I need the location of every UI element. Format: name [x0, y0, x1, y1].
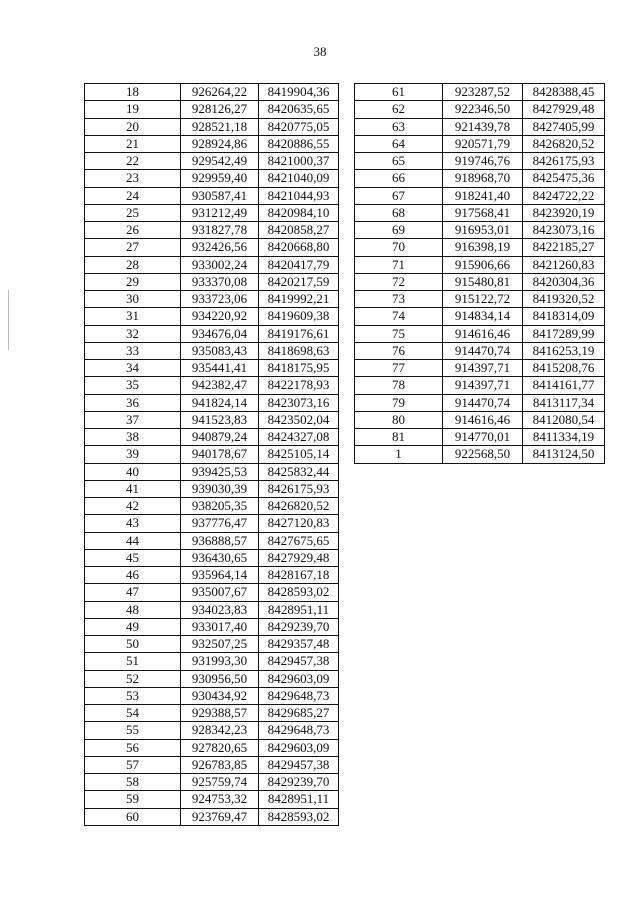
table-row: [355, 273, 605, 290]
point-number-cell: 51: [85, 653, 181, 670]
y-coordinate-cell: 8429685,27: [259, 705, 339, 722]
y-coordinate-cell: 8412080,54: [523, 411, 605, 428]
y-coordinate-cell: 8420217,59: [259, 273, 339, 290]
y-coordinate-cell: 8413117,34: [523, 394, 605, 411]
x-coordinate-cell: 914616,46: [443, 411, 523, 428]
y-coordinate-cell: 8418175,95: [259, 360, 339, 377]
table-row: [355, 342, 605, 359]
y-coordinate-cell: 8420858,27: [259, 222, 339, 239]
point-number-cell: 44: [85, 532, 181, 549]
x-coordinate-cell: 938205,35: [181, 498, 259, 515]
x-coordinate-cell: 931827,78: [181, 222, 259, 239]
x-coordinate-cell: 919746,76: [443, 153, 523, 170]
y-coordinate-cell: 8422178,93: [259, 377, 339, 394]
y-coordinate-cell: 8414161,77: [523, 377, 605, 394]
x-coordinate-cell: 930434,92: [181, 687, 259, 704]
y-coordinate-cell: 8429357,48: [259, 636, 339, 653]
x-coordinate-cell: 936430,65: [181, 549, 259, 566]
y-coordinate-cell: 8427120,83: [259, 515, 339, 532]
table-row: [85, 653, 339, 670]
table-row: [355, 101, 605, 118]
x-coordinate-cell: 926264,22: [181, 84, 259, 101]
point-number-cell: 74: [355, 308, 443, 325]
table-row: [355, 187, 605, 204]
point-number-cell: 39: [85, 446, 181, 463]
x-coordinate-cell: 915906,66: [443, 256, 523, 273]
y-coordinate-cell: 8421040,09: [259, 170, 339, 187]
table-row: [85, 239, 339, 256]
x-coordinate-cell: 941523,83: [181, 411, 259, 428]
y-coordinate-cell: 8427929,48: [259, 549, 339, 566]
table-row: [355, 239, 605, 256]
point-number-cell: 40: [85, 463, 181, 480]
x-coordinate-cell: 921439,78: [443, 118, 523, 135]
table-row: [85, 256, 339, 273]
y-coordinate-cell: 8428951,11: [259, 601, 339, 618]
y-coordinate-cell: 8429603,09: [259, 670, 339, 687]
table-row: [355, 308, 605, 325]
x-coordinate-cell: 914470,74: [443, 394, 523, 411]
point-number-cell: 78: [355, 377, 443, 394]
x-coordinate-cell: 930587,41: [181, 187, 259, 204]
table-row: [355, 291, 605, 308]
point-number-cell: 50: [85, 636, 181, 653]
point-number-cell: 41: [85, 480, 181, 497]
y-coordinate-cell: 8428593,02: [259, 584, 339, 601]
table-row: [85, 705, 339, 722]
y-coordinate-cell: 8425105,14: [259, 446, 339, 463]
point-number-cell: 46: [85, 567, 181, 584]
x-coordinate-cell: 929542,49: [181, 153, 259, 170]
table-row: [355, 446, 605, 463]
point-number-cell: 61: [355, 84, 443, 101]
table-row: [85, 687, 339, 704]
x-coordinate-cell: 923287,52: [443, 84, 523, 101]
table-row: [85, 549, 339, 566]
x-coordinate-cell: 932507,25: [181, 636, 259, 653]
table-row: [355, 360, 605, 377]
x-coordinate-cell: 935007,67: [181, 584, 259, 601]
y-coordinate-cell: 8422185,27: [523, 239, 605, 256]
point-number-cell: 54: [85, 705, 181, 722]
y-coordinate-cell: 8427929,48: [523, 101, 605, 118]
x-coordinate-cell: 934023,83: [181, 601, 259, 618]
y-coordinate-cell: 8417289,99: [523, 325, 605, 342]
table-row: [355, 411, 605, 428]
y-coordinate-cell: 8425832,44: [259, 463, 339, 480]
point-number-cell: 29: [85, 273, 181, 290]
point-number-cell: 63: [355, 118, 443, 135]
point-number-cell: 72: [355, 273, 443, 290]
y-coordinate-cell: 8420304,36: [523, 273, 605, 290]
point-number-cell: 81: [355, 429, 443, 446]
table-row: [355, 118, 605, 135]
x-coordinate-cell: 930956,50: [181, 670, 259, 687]
point-number-cell: 58: [85, 774, 181, 791]
y-coordinate-cell: 8421000,37: [259, 153, 339, 170]
y-coordinate-cell: 8420886,55: [259, 135, 339, 152]
x-coordinate-cell: 914397,71: [443, 377, 523, 394]
point-number-cell: 31: [85, 308, 181, 325]
x-coordinate-cell: 915122,72: [443, 291, 523, 308]
point-number-cell: 66: [355, 170, 443, 187]
table-row: [85, 463, 339, 480]
point-number-cell: 34: [85, 360, 181, 377]
y-coordinate-cell: 8423502,04: [259, 411, 339, 428]
x-coordinate-cell: 922346,50: [443, 101, 523, 118]
table-row: [85, 377, 339, 394]
point-number-cell: 35: [85, 377, 181, 394]
x-coordinate-cell: 933370,08: [181, 273, 259, 290]
point-number-cell: 21: [85, 135, 181, 152]
x-coordinate-cell: 914397,71: [443, 360, 523, 377]
x-coordinate-cell: 928924,86: [181, 135, 259, 152]
point-number-cell: 65: [355, 153, 443, 170]
y-coordinate-cell: 8429239,70: [259, 618, 339, 635]
y-coordinate-cell: 8418698,63: [259, 342, 339, 359]
x-coordinate-cell: 914616,46: [443, 325, 523, 342]
page-number: 38: [313, 44, 327, 59]
y-coordinate-cell: 8428167,18: [259, 567, 339, 584]
x-coordinate-cell: 916953,01: [443, 222, 523, 239]
x-coordinate-cell: 940879,24: [181, 429, 259, 446]
x-coordinate-cell: 933002,24: [181, 256, 259, 273]
table-row: [85, 670, 339, 687]
y-coordinate-cell: 8420668,80: [259, 239, 339, 256]
x-coordinate-cell: 931212,49: [181, 204, 259, 221]
point-number-cell: 52: [85, 670, 181, 687]
x-coordinate-cell: 917568,41: [443, 204, 523, 221]
x-coordinate-cell: 916398,19: [443, 239, 523, 256]
point-number-cell: 55: [85, 722, 181, 739]
table-row: [85, 515, 339, 532]
coordinates-table-right: [354, 83, 605, 464]
y-coordinate-cell: 8421044,93: [259, 187, 339, 204]
x-coordinate-cell: 927820,65: [181, 739, 259, 756]
table-row: [85, 722, 339, 739]
table-row: [355, 394, 605, 411]
y-coordinate-cell: 8423920,19: [523, 204, 605, 221]
y-coordinate-cell: 8429603,09: [259, 739, 339, 756]
x-coordinate-cell: 940178,67: [181, 446, 259, 463]
point-number-cell: 77: [355, 360, 443, 377]
coordinates-table-right-body: [355, 84, 605, 464]
y-coordinate-cell: 8411334,19: [523, 429, 605, 446]
y-coordinate-cell: 8419609,38: [259, 308, 339, 325]
table-row: [85, 636, 339, 653]
table-row: [85, 204, 339, 221]
point-number-cell: 68: [355, 204, 443, 221]
x-coordinate-cell: 925759,74: [181, 774, 259, 791]
y-coordinate-cell: 8429648,73: [259, 687, 339, 704]
x-coordinate-cell: 941824,14: [181, 394, 259, 411]
table-row: [355, 325, 605, 342]
y-coordinate-cell: 8424722,22: [523, 187, 605, 204]
point-number-cell: 73: [355, 291, 443, 308]
table-row: [85, 135, 339, 152]
table-row: [85, 411, 339, 428]
table-row: [355, 170, 605, 187]
y-coordinate-cell: 8428951,11: [259, 791, 339, 808]
table-row: [85, 342, 339, 359]
y-coordinate-cell: 8426175,93: [523, 153, 605, 170]
y-coordinate-cell: 8426820,52: [259, 498, 339, 515]
coordinates-table-left: [84, 83, 339, 826]
table-row: [85, 791, 339, 808]
table-row: [355, 256, 605, 273]
point-number-cell: 18: [85, 84, 181, 101]
point-number-cell: 37: [85, 411, 181, 428]
x-coordinate-cell: 933723,06: [181, 291, 259, 308]
y-coordinate-cell: 8429648,73: [259, 722, 339, 739]
y-coordinate-cell: 8426820,52: [523, 135, 605, 152]
table-row: [85, 170, 339, 187]
table-row: [85, 153, 339, 170]
table-row: [355, 222, 605, 239]
point-number-cell: 62: [355, 101, 443, 118]
x-coordinate-cell: 934676,04: [181, 325, 259, 342]
x-coordinate-cell: 937776,47: [181, 515, 259, 532]
y-coordinate-cell: 8420984,10: [259, 204, 339, 221]
margin-mark: [8, 290, 9, 350]
point-number-cell: 28: [85, 256, 181, 273]
x-coordinate-cell: 926783,85: [181, 756, 259, 773]
table-row: [85, 394, 339, 411]
table-row: [85, 567, 339, 584]
x-coordinate-cell: 942382,47: [181, 377, 259, 394]
y-coordinate-cell: 8419320,52: [523, 291, 605, 308]
y-coordinate-cell: 8415208,76: [523, 360, 605, 377]
y-coordinate-cell: 8427405,99: [523, 118, 605, 135]
table-row: [85, 222, 339, 239]
y-coordinate-cell: 8420775,05: [259, 118, 339, 135]
y-coordinate-cell: 8429239,70: [259, 774, 339, 791]
y-coordinate-cell: 8429457,38: [259, 756, 339, 773]
table-row: [355, 429, 605, 446]
table-row: [85, 308, 339, 325]
point-number-cell: 59: [85, 791, 181, 808]
point-number-cell: 26: [85, 222, 181, 239]
table-row: [85, 532, 339, 549]
y-coordinate-cell: 8429457,38: [259, 653, 339, 670]
point-number-cell: 19: [85, 101, 181, 118]
y-coordinate-cell: 8423073,16: [259, 394, 339, 411]
table-row: [85, 101, 339, 118]
table-row: [355, 135, 605, 152]
table-row: [85, 480, 339, 497]
point-number-cell: 30: [85, 291, 181, 308]
x-coordinate-cell: 935083,43: [181, 342, 259, 359]
y-coordinate-cell: 8428593,02: [259, 808, 339, 825]
y-coordinate-cell: 8419904,36: [259, 84, 339, 101]
point-number-cell: 36: [85, 394, 181, 411]
table-row: [85, 360, 339, 377]
table-row: [85, 84, 339, 101]
point-number-cell: 24: [85, 187, 181, 204]
point-number-cell: 25: [85, 204, 181, 221]
table-row: [85, 118, 339, 135]
x-coordinate-cell: 929959,40: [181, 170, 259, 187]
point-number-cell: 22: [85, 153, 181, 170]
point-number-cell: 53: [85, 687, 181, 704]
point-number-cell: 43: [85, 515, 181, 532]
x-coordinate-cell: 935964,14: [181, 567, 259, 584]
coordinates-table-left-body: [85, 84, 339, 826]
point-number-cell: 45: [85, 549, 181, 566]
x-coordinate-cell: 914770,01: [443, 429, 523, 446]
y-coordinate-cell: 8419992,21: [259, 291, 339, 308]
x-coordinate-cell: 920571,79: [443, 135, 523, 152]
point-number-cell: 60: [85, 808, 181, 825]
table-row: [85, 325, 339, 342]
x-coordinate-cell: 928342,23: [181, 722, 259, 739]
point-number-cell: 80: [355, 411, 443, 428]
point-number-cell: 64: [355, 135, 443, 152]
y-coordinate-cell: 8420417,79: [259, 256, 339, 273]
x-coordinate-cell: 923769,47: [181, 808, 259, 825]
y-coordinate-cell: 8425475,36: [523, 170, 605, 187]
point-number-cell: 57: [85, 756, 181, 773]
table-row: [85, 446, 339, 463]
point-number-cell: 67: [355, 187, 443, 204]
x-coordinate-cell: 914470,74: [443, 342, 523, 359]
table-row: [85, 808, 339, 825]
x-coordinate-cell: 933017,40: [181, 618, 259, 635]
table-row: [85, 291, 339, 308]
x-coordinate-cell: 939030,39: [181, 480, 259, 497]
x-coordinate-cell: 934220,92: [181, 308, 259, 325]
point-number-cell: 76: [355, 342, 443, 359]
table-row: [85, 774, 339, 791]
point-number-cell: 20: [85, 118, 181, 135]
point-number-cell: 49: [85, 618, 181, 635]
table-row: [85, 498, 339, 515]
x-coordinate-cell: 928126,27: [181, 101, 259, 118]
y-coordinate-cell: 8420635,65: [259, 101, 339, 118]
point-number-cell: 70: [355, 239, 443, 256]
point-number-cell: 38: [85, 429, 181, 446]
y-coordinate-cell: 8421260,83: [523, 256, 605, 273]
y-coordinate-cell: 8424327,08: [259, 429, 339, 446]
point-number-cell: 32: [85, 325, 181, 342]
table-row: [85, 429, 339, 446]
x-coordinate-cell: 918968,70: [443, 170, 523, 187]
table-row: [85, 187, 339, 204]
table-row: [355, 153, 605, 170]
y-coordinate-cell: 8416253,19: [523, 342, 605, 359]
x-coordinate-cell: 914834,14: [443, 308, 523, 325]
table-row: [355, 204, 605, 221]
y-coordinate-cell: 8427675,65: [259, 532, 339, 549]
table-row: [355, 84, 605, 101]
point-number-cell: 1: [355, 446, 443, 463]
y-coordinate-cell: 8423073,16: [523, 222, 605, 239]
point-number-cell: 23: [85, 170, 181, 187]
y-coordinate-cell: 8426175,93: [259, 480, 339, 497]
table-row: [85, 756, 339, 773]
table-row: [85, 739, 339, 756]
point-number-cell: 71: [355, 256, 443, 273]
point-number-cell: 47: [85, 584, 181, 601]
table-row: [355, 377, 605, 394]
point-number-cell: 27: [85, 239, 181, 256]
x-coordinate-cell: 918241,40: [443, 187, 523, 204]
x-coordinate-cell: 932426,56: [181, 239, 259, 256]
x-coordinate-cell: 924753,32: [181, 791, 259, 808]
x-coordinate-cell: 929388,57: [181, 705, 259, 722]
point-number-cell: 69: [355, 222, 443, 239]
x-coordinate-cell: 928521,18: [181, 118, 259, 135]
x-coordinate-cell: 939425,53: [181, 463, 259, 480]
point-number-cell: 75: [355, 325, 443, 342]
x-coordinate-cell: 922568,50: [443, 446, 523, 463]
point-number-cell: 56: [85, 739, 181, 756]
x-coordinate-cell: 935441,41: [181, 360, 259, 377]
table-row: [85, 273, 339, 290]
y-coordinate-cell: 8413124,50: [523, 446, 605, 463]
table-row: [85, 618, 339, 635]
y-coordinate-cell: 8419176,61: [259, 325, 339, 342]
point-number-cell: 48: [85, 601, 181, 618]
point-number-cell: 42: [85, 498, 181, 515]
x-coordinate-cell: 931993,30: [181, 653, 259, 670]
y-coordinate-cell: 8428388,45: [523, 84, 605, 101]
point-number-cell: 33: [85, 342, 181, 359]
y-coordinate-cell: 8418314,09: [523, 308, 605, 325]
point-number-cell: 79: [355, 394, 443, 411]
table-row: [85, 601, 339, 618]
x-coordinate-cell: 915480,81: [443, 273, 523, 290]
x-coordinate-cell: 936888,57: [181, 532, 259, 549]
table-row: [85, 584, 339, 601]
